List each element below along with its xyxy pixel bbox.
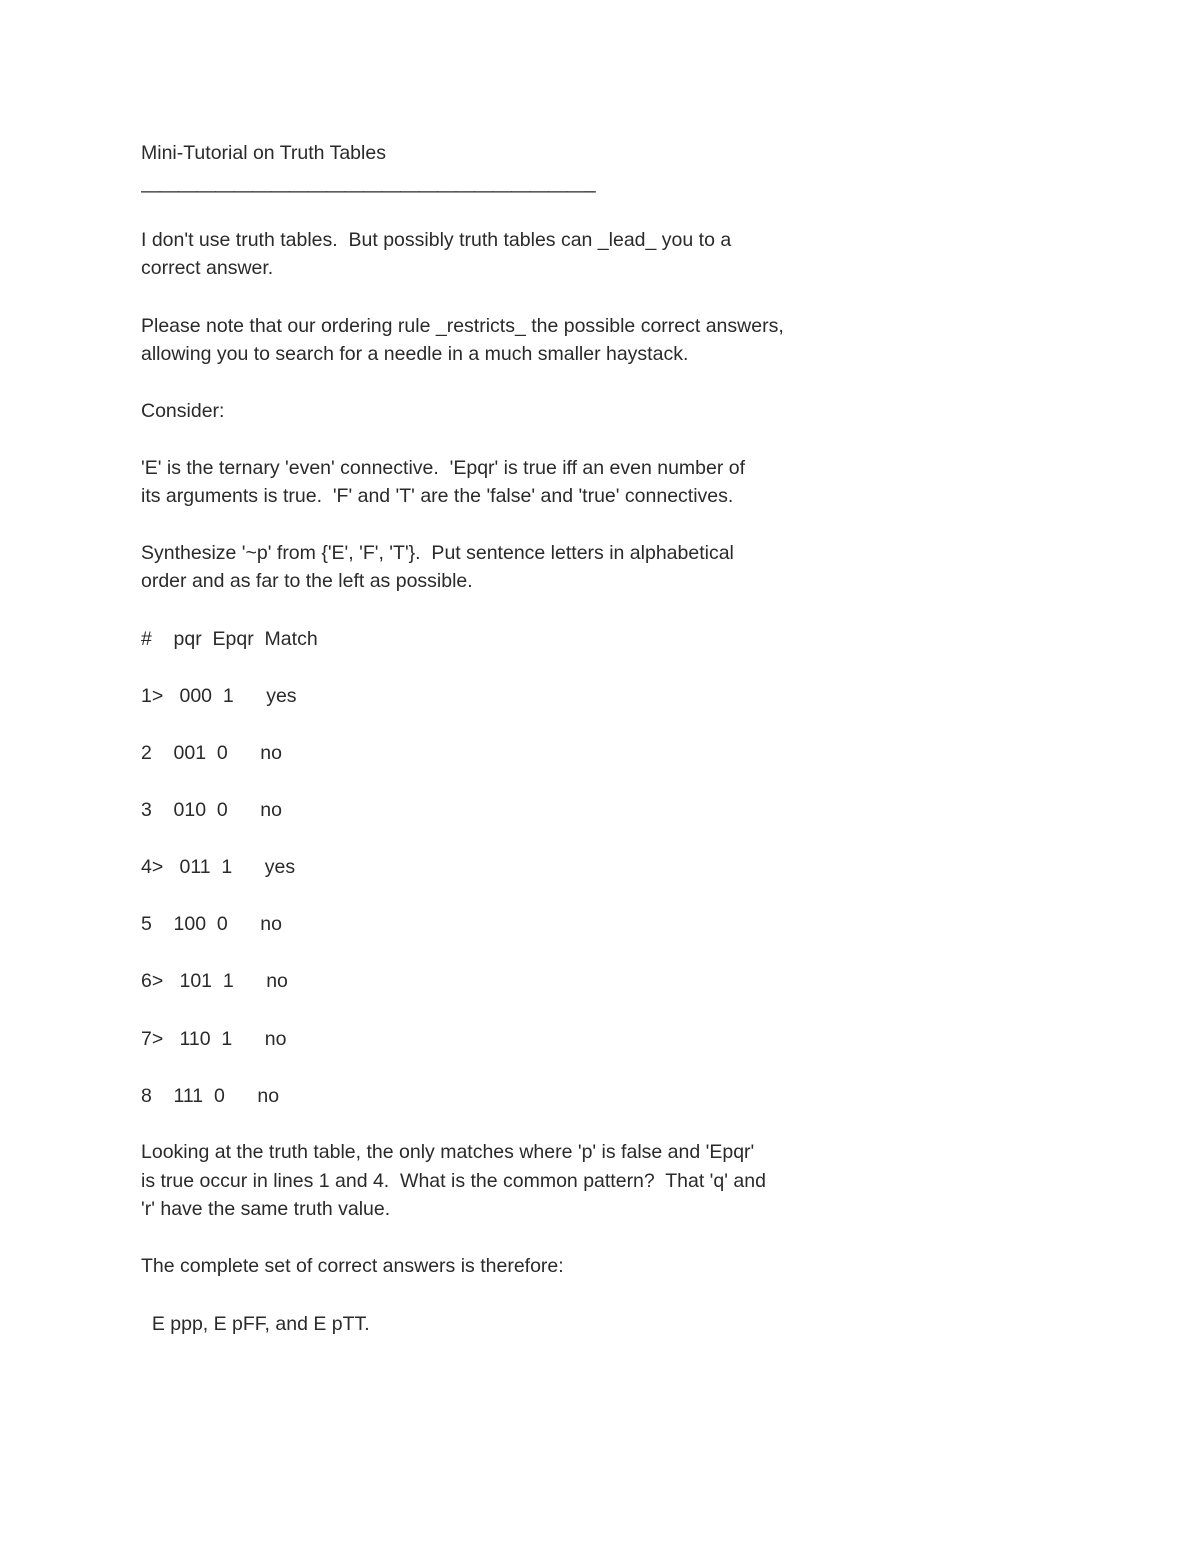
note-line-1: Please note that our ordering rule _restricts_ the possible correct answers, xyxy=(141,315,784,337)
truth-table-header: # pqr Epqr Match xyxy=(141,628,318,650)
truth-table-row: 7> 110 1 no xyxy=(141,1028,287,1050)
truth-table-row: 3 010 0 no xyxy=(141,799,282,821)
truth-table-row: 2 001 0 no xyxy=(141,742,282,764)
truth-table-row: 8 111 0 no xyxy=(141,1085,280,1107)
truth-table-row: 5 100 0 no xyxy=(141,913,282,935)
intro-line-1: I don't use truth tables. But possibly truth tables can _lead_ you to a xyxy=(141,229,732,251)
title-underline: ————————————————————————– xyxy=(141,180,595,202)
task-line-1: Synthesize '~p' from {'E', 'F', 'T'}. Put sentence letters in alphabetical xyxy=(141,542,734,564)
task-line-2: order and as far to the left as possible. xyxy=(141,570,473,592)
analysis-line-2: is true occur in lines 1 and 4. What is the common pattern? That 'q' and xyxy=(141,1170,766,1192)
conclusion-line: The complete set of correct answers is therefore: xyxy=(141,1255,564,1277)
definition-line-2: its arguments is true. 'F' and 'T' are the 'false' and 'true' connectives. xyxy=(141,485,734,507)
consider-heading: Consider: xyxy=(141,400,225,422)
definition-line-1: 'E' is the ternary 'even' connective. 'Epqr' is true iff an even number of xyxy=(141,457,746,479)
truth-table-row: 1> 000 1 yes xyxy=(141,685,297,707)
analysis-line-1: Looking at the truth table, the only matches where 'p' is false and 'Epqr' xyxy=(141,1141,755,1163)
note-line-2: allowing you to search for a needle in a much smaller haystack. xyxy=(141,343,689,365)
intro-line-2: correct answer. xyxy=(141,257,274,279)
answers-line: E ppp, E pFF, and E pTT. xyxy=(141,1313,370,1335)
truth-table-row: 6> 101 1 no xyxy=(141,970,288,992)
truth-table-row: 4> 011 1 yes xyxy=(141,856,296,878)
page-title: Mini-Tutorial on Truth Tables xyxy=(141,142,386,164)
analysis-line-3: 'r' have the same truth value. xyxy=(141,1198,391,1220)
